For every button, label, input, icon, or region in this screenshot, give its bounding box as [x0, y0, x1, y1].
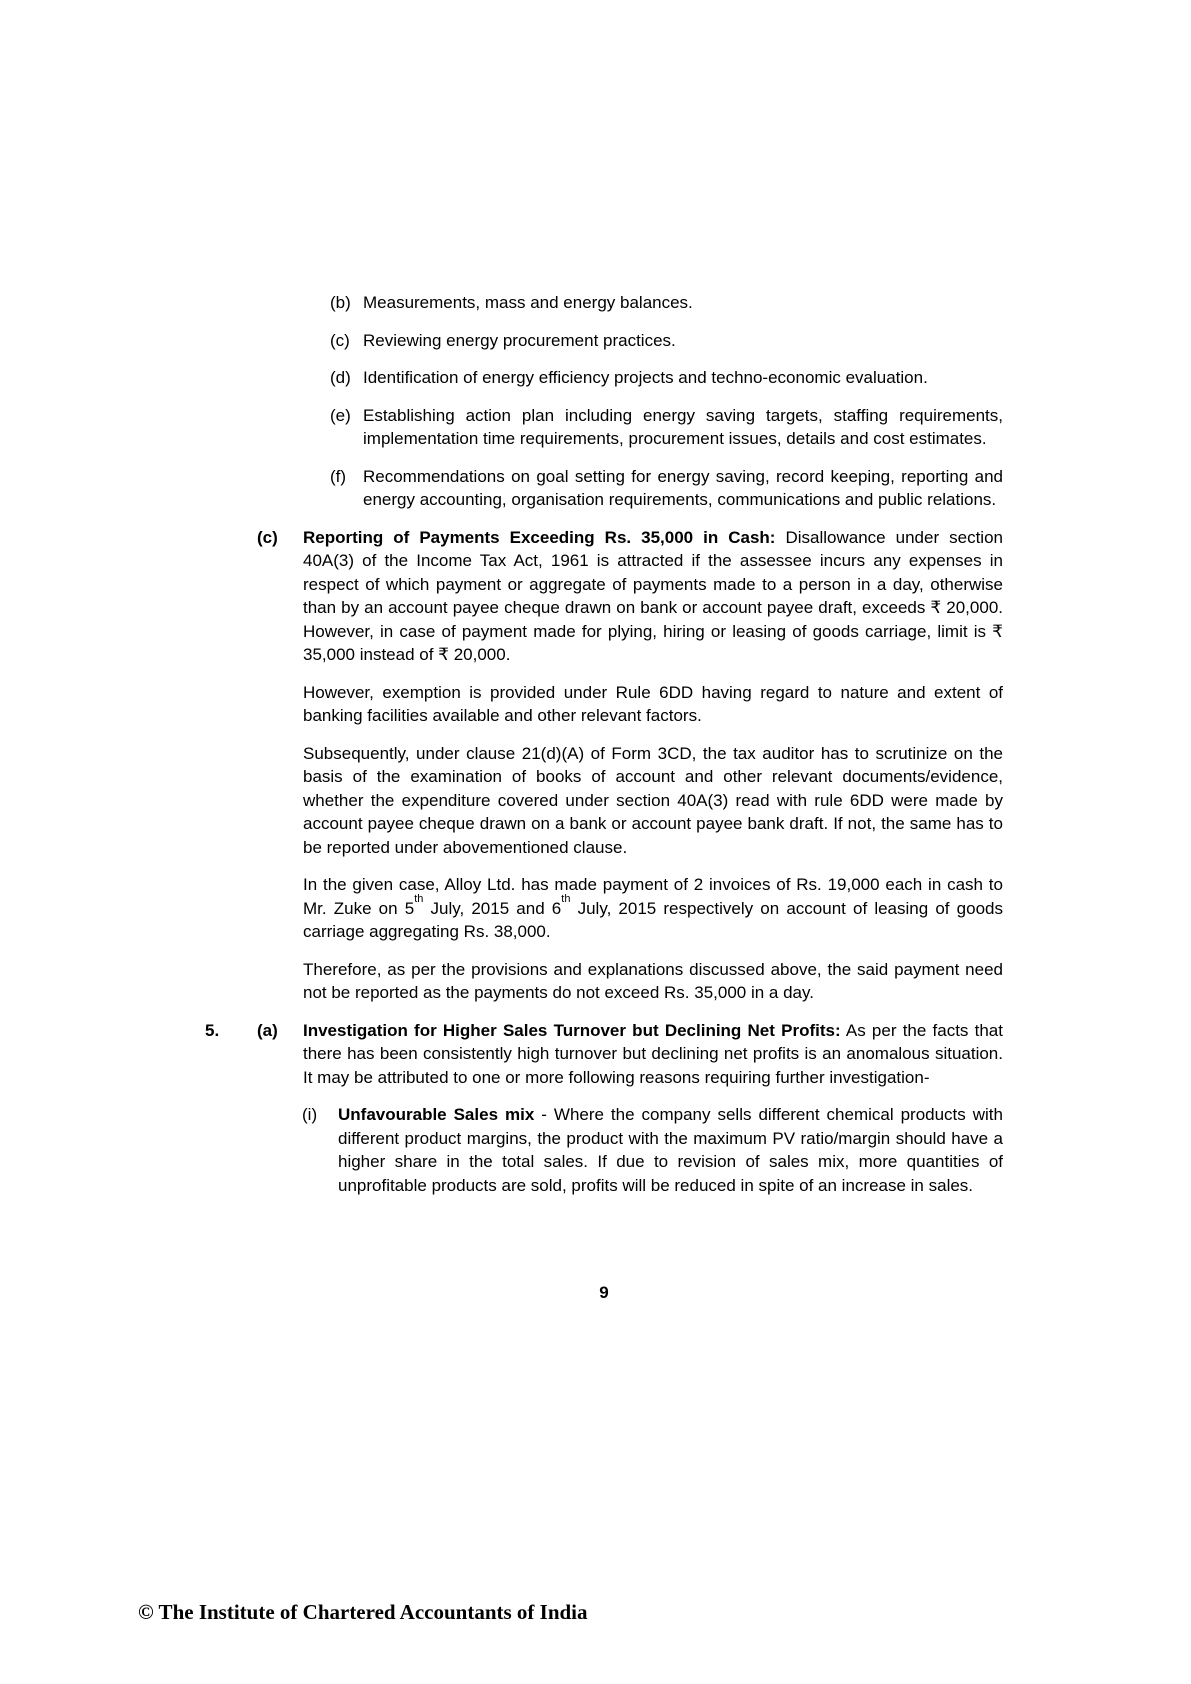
- list-item-d: [330, 366, 1003, 390]
- list-item-f: [330, 465, 1003, 512]
- list-item-label: (f): [330, 466, 347, 486]
- list-item-text: Measurements, mass and energy balances.: [363, 293, 693, 312]
- subitem-i-row: [302, 1103, 1003, 1197]
- subitem-i-paragraph: [338, 1103, 1003, 1197]
- copyright-footer: © The Institute of Chartered Accountants of India: [138, 1600, 588, 1624]
- page-number: 9: [599, 1283, 609, 1302]
- list-item-b: [330, 291, 1003, 315]
- list-item-text: Reviewing energy procurement practices.: [363, 330, 676, 350]
- section-5-row: [205, 1019, 1003, 1090]
- list-item-c: [330, 329, 1003, 353]
- subitem-i-heading: Unfavourable Sales mix: [338, 1105, 535, 1124]
- given-case-text-mid: July, 2015 and 6: [423, 898, 562, 918]
- list-item-label: (c): [330, 330, 350, 350]
- list-item-e: [330, 404, 1003, 451]
- list-item-text: Recommendations on goal setting for energy saving, record keeping, reporting and energy accounting, organisation requirements, communications and public relations.: [363, 466, 1003, 509]
- section-c-heading: Reporting of Payments Exceeding Rs. 35,000 in Cash:: [303, 527, 776, 547]
- given-case-text-pre: In the given case, Alloy Ltd. has made payment of 2 invoices of Rs. 19,000 each in cash to Mr. Zuke on 5: [303, 875, 1003, 918]
- question-number: 5.: [205, 1020, 220, 1040]
- page-content: [205, 291, 1003, 1305]
- section-c-row: [257, 526, 1003, 667]
- section-c-label: (c): [257, 527, 278, 547]
- list-item-label: (b): [330, 293, 351, 312]
- list-item-text: Identification of energy efficiency projects and techno-economic evaluation.: [363, 368, 928, 387]
- list-item-label: (d): [330, 368, 351, 387]
- section-c-lead-text: Disallowance under section 40A(3) of the Income Tax Act, 1961 is attracted if the assessee incurs any expenses in respect of which payment or aggregate of payments made to a person in a day, otherwise than by an account payee cheque drawn on bank or account payee draft, exceeds ₹ 20,000. However, in case of payment made for plying, hiring or leasing of goods carriage, limit is ₹ 35,000 instead of ₹ 20,000.: [303, 527, 1003, 664]
- section-5a-label: (a): [257, 1020, 278, 1040]
- section-5a-paragraph: [303, 1019, 1003, 1090]
- subitem-i-text: - Where the company sells different chemical products with different product margins, the product with the maximum PV ratio/margin should have a higher share in the total sales. If due to revision of sales mix, more quantities of unprofitable products are sold, profits will be reduced in spite of an increase in sales.: [338, 1105, 1003, 1195]
- paragraph-given-case: [303, 873, 1003, 944]
- section-c-paragraph: [303, 526, 1003, 667]
- paragraph-rule-6dd: However, exemption is provided under Rule 6DD having regard to nature and extent of banking facilities available and other relevant factors.: [303, 682, 1003, 725]
- subitem-i-label: (i): [302, 1105, 318, 1124]
- list-item-text: Establishing action plan including energy saving targets, staffing requirements, implementation time requirements, procurement issues, details and cost estimates.: [363, 405, 1003, 448]
- paragraph-conclusion: Therefore, as per the provisions and explanations discussed above, the said payment need not be reported as the payments do not exceed Rs. 35,000 in a day.: [303, 959, 1003, 1002]
- section-5a-lead-text: As per the facts that there has been consistently high turnover but declining net profits is an anomalous situation. It may be attributed to one or more following reasons requiring further investigation-: [303, 1020, 1003, 1087]
- given-case-text-post: July, 2015 respectively on account of leasing of goods carriage aggregating Rs. 38,000.: [303, 898, 1003, 941]
- ordinal-superscript: th: [561, 892, 571, 905]
- list-item-label: (e): [330, 405, 351, 425]
- ordinal-superscript: th: [414, 892, 424, 905]
- paragraph-form-3cd: Subsequently, under clause 21(d)(A) of Form 3CD, the tax auditor has to scrutinize on the basis of the examination of books of account and other relevant documents/evidence, whether the expenditure covered under section 40A(3) read with rule 6DD were made by account payee cheque drawn on a bank or account payee bank draft. If not, the same has to be reported under abovementioned clause.: [303, 743, 1003, 857]
- section-5a-heading: Investigation for Higher Sales Turnover but Declining Net Profits:: [303, 1020, 841, 1040]
